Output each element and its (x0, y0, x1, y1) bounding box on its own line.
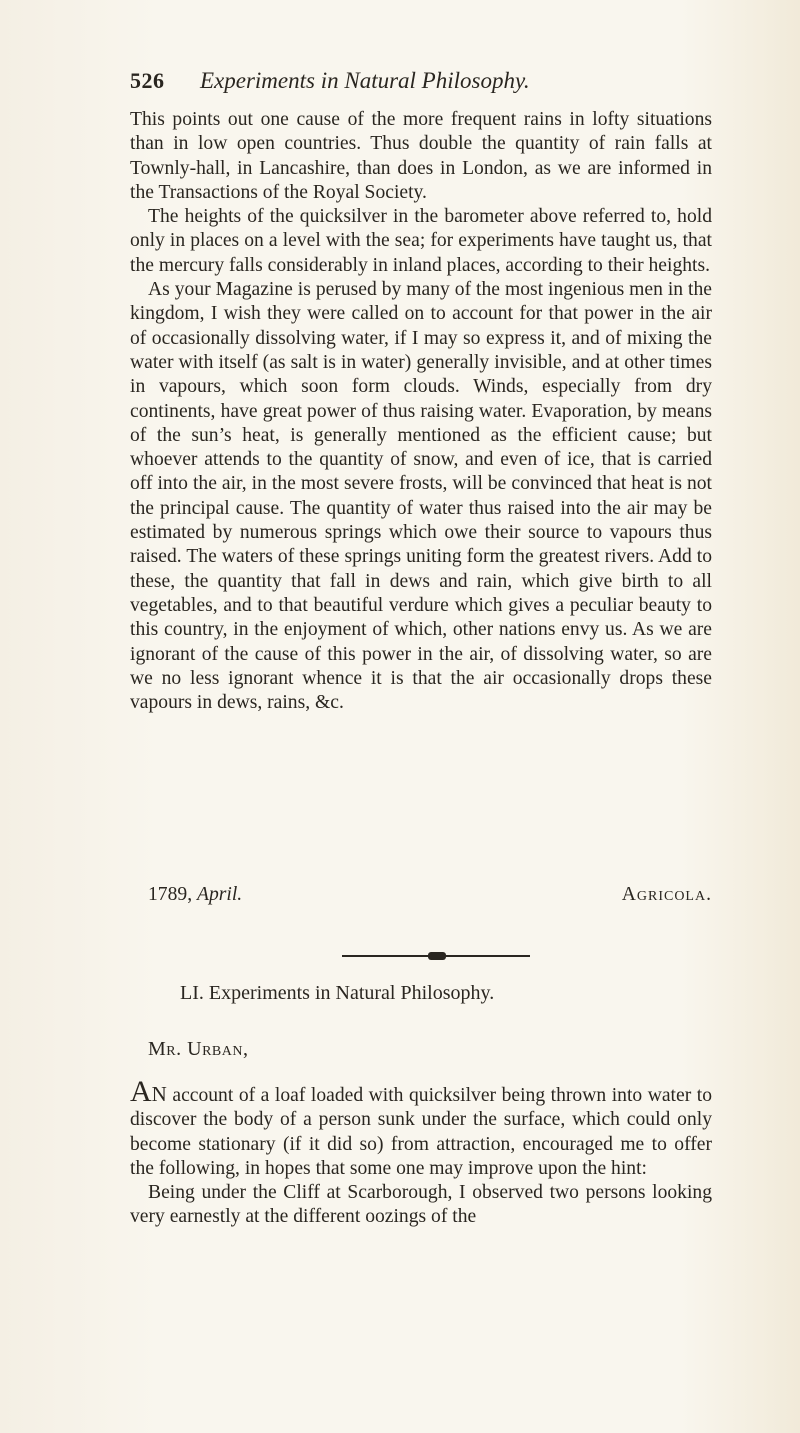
initial-capital: An (130, 1075, 167, 1108)
signature-line (130, 884, 712, 912)
article-body (130, 108, 712, 715)
section-heading: LI. Experiments in Natural Philosophy. (180, 982, 495, 1004)
paragraph: As your Magazine is perused by many of the most ingenious men in the kingdom, I wish they were called on to account for that power in the air of occasionally dissolving water, if I may so express it, and of mixing the water with itself (as salt is in water) generally invisible, and at other times in vapours, which soon form clouds. Winds, especially from dry continents, have great power of thus raising water. Evaporation, by means of the sun’s heat, is generally mentioned as the efficient cause; but whoever attends to the quantity of snow, and even of ice, that is carried off into the air, in the most severe frosts, will be convinced that heat is not the principal cause. The quantity of water thus raised into the air may be estimated by numerous springs which owe their source to vapours thus raised. The waters of these springs uniting form the greatest rivers. Add to these, the quantity that fall in dews and rain, which give birth to all vegetables, and to that beautiful verdure which gives a peculiar beauty to this country, in the enjoyment of which, other nations envy us. As we are ignorant of the cause of this power in the air, of dissolving water, so are we no less ignorant whence it is that the air occasionally drops these vapours in dews, rains, &c. (130, 279, 712, 714)
salutation: Mr. Urban, (148, 1038, 249, 1060)
signature-year: 1789, (148, 884, 193, 905)
letter-paragraph: Being under the Cliff at Scarborough, I observed two persons looking very earnestly at the different oozings of the (130, 1182, 712, 1228)
divider-ornament (428, 952, 446, 960)
page-number: 526 (130, 68, 165, 93)
signature-month: April. (197, 884, 243, 905)
section-divider (342, 954, 530, 958)
letter-body (130, 1075, 712, 1230)
page-header (130, 68, 690, 102)
paragraph: The heights of the quicksilver in the barometer above referred to, hold only in places on a level with the sea; for experiments have taught us, that the mercury falls considerably in inland places, according to their heights. (130, 206, 712, 276)
letter-paragraph-text: account of a loaf loaded with quicksilver being thrown into water to discover the body of a person sunk under the surface, which could only become stationary (if it did so) from attraction, encouraged me to offer the following, in hopes that some one may improve upon the hint: (130, 1085, 712, 1179)
signature-name: Agricola. (621, 884, 712, 905)
signature-date (148, 884, 242, 906)
letter-paragraph (130, 1075, 712, 1181)
running-title: Experiments in Natural Philosophy. (200, 68, 530, 93)
paragraph: This points out one cause of the more frequent rains in lofty situations than in low open countries. Thus double the quantity of rain falls at Townly-hall, in Lancashire, than does in London, as we are informed in the Transactions of the Royal Society. (130, 109, 712, 203)
